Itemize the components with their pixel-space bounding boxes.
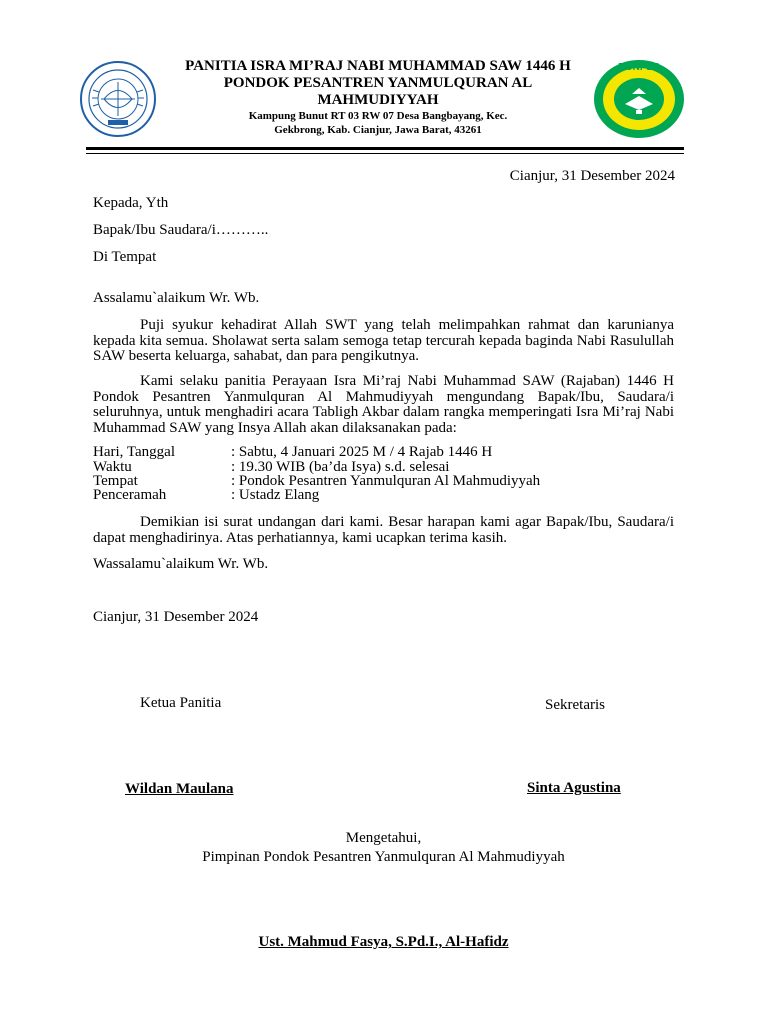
header-address1: Kampung Bunut RT 03 RW 07 Desa Bangbayang, Kec. <box>248 110 508 122</box>
nahdlatul-ulama-seal-icon <box>79 60 157 138</box>
header-school-line2: MAHMUDIYYAH <box>317 92 439 108</box>
leader-name: Ust. Mahmud Fasya, S.Pd.I., Al-Hafidz <box>258 934 509 950</box>
detail-label-speaker: Penceramah <box>93 487 167 503</box>
detail-value-date: : Sabtu, 4 Januari 2025 M / 4 Rajab 1446 H <box>231 444 493 460</box>
letter-paragraph-2: Kami selaku panitia Perayaan Isra Mi’raj Nabi Muhammad SAW (Rajaban) 1446 H Pondok Pesantren Yanmulquran Al Mahmudiyyah mengundang Bapak/Ibu, Saudara/i seluruhnya, untuk menghadiri acara Tabligh Akbar dalam rangka memperingati Isra Mi’raj Nabi Muhammad SAW yang Insya Allah akan dilaksanakan pada: <box>93 373 674 436</box>
header-address2: Gekbrong, Kab. Cianjur, Jawa Barat, 43261 <box>274 124 482 136</box>
letter-closing: Wassalamu`alaikum Wr. Wb. <box>93 556 269 572</box>
header-school-line1: PONDOK PESANTREN YANMULQURAN AL <box>223 75 533 91</box>
letter-paragraph-1: Puji syukur kehadirat Allah SWT yang telah melimpahkan rahmat dan karunianya kepada kita semua. Sholawat serta salam semoga tetap tercurah kepada baginda Nabi Rasulullah SAW beserta keluarga, sahabat, dan para pengikutnya. <box>93 317 674 364</box>
signature-left-title: Ketua Panitia <box>140 695 222 711</box>
header-divider-thick <box>86 147 684 150</box>
signature-right-title: Sekretaris <box>545 697 605 713</box>
letter-greeting: Assalamu`alaikum Wr. Wb. <box>93 290 260 306</box>
detail-value-time: : 19.30 WIB (ba’da Isya) s.d. selesai <box>231 459 450 475</box>
detail-value-speaker: : Ustadz Elang <box>231 487 320 503</box>
letter-paragraph-3: Demikian isi surat undangan dari kami. Besar harapan kami agar Bapak/Ibu, Saudara/i dapat menghadirinya. Atas perhatiannya, kami ucapkan terima kasih. <box>93 514 674 546</box>
header-committee: PANITIA ISRA MI’RAJ NABI MUHAMMAD SAW 1446 H <box>185 58 571 74</box>
leader-title: Pimpinan Pondok Pesantren Yanmulquran Al Mahmudiyyah <box>202 849 565 865</box>
signature-left-name: Wildan Maulana <box>125 781 234 797</box>
detail-label-time: Waktu <box>93 459 132 475</box>
letter-date: Cianjur, 31 Desember 2024 <box>509 168 675 184</box>
detail-label-place: Tempat <box>93 473 138 489</box>
letter-date-bottom: Cianjur, 31 Desember 2024 <box>93 609 259 625</box>
signature-right-name: Sinta Agustina <box>527 780 621 796</box>
acknowledged-label: Mengetahui, <box>345 830 422 846</box>
letter-place: Di Tempat <box>93 249 157 265</box>
ponpes-label: PONPES <box>618 62 660 73</box>
detail-value-place: : Pondok Pesantren Yanmulquran Al Mahmudiyyah <box>231 473 541 489</box>
letter-to: Kepada, Yth <box>93 195 169 211</box>
detail-label-date: Hari, Tanggal <box>93 444 175 460</box>
header-divider-thin <box>86 153 684 154</box>
letter-recipient: Bapak/Ibu Saudara/i……….. <box>93 222 269 238</box>
